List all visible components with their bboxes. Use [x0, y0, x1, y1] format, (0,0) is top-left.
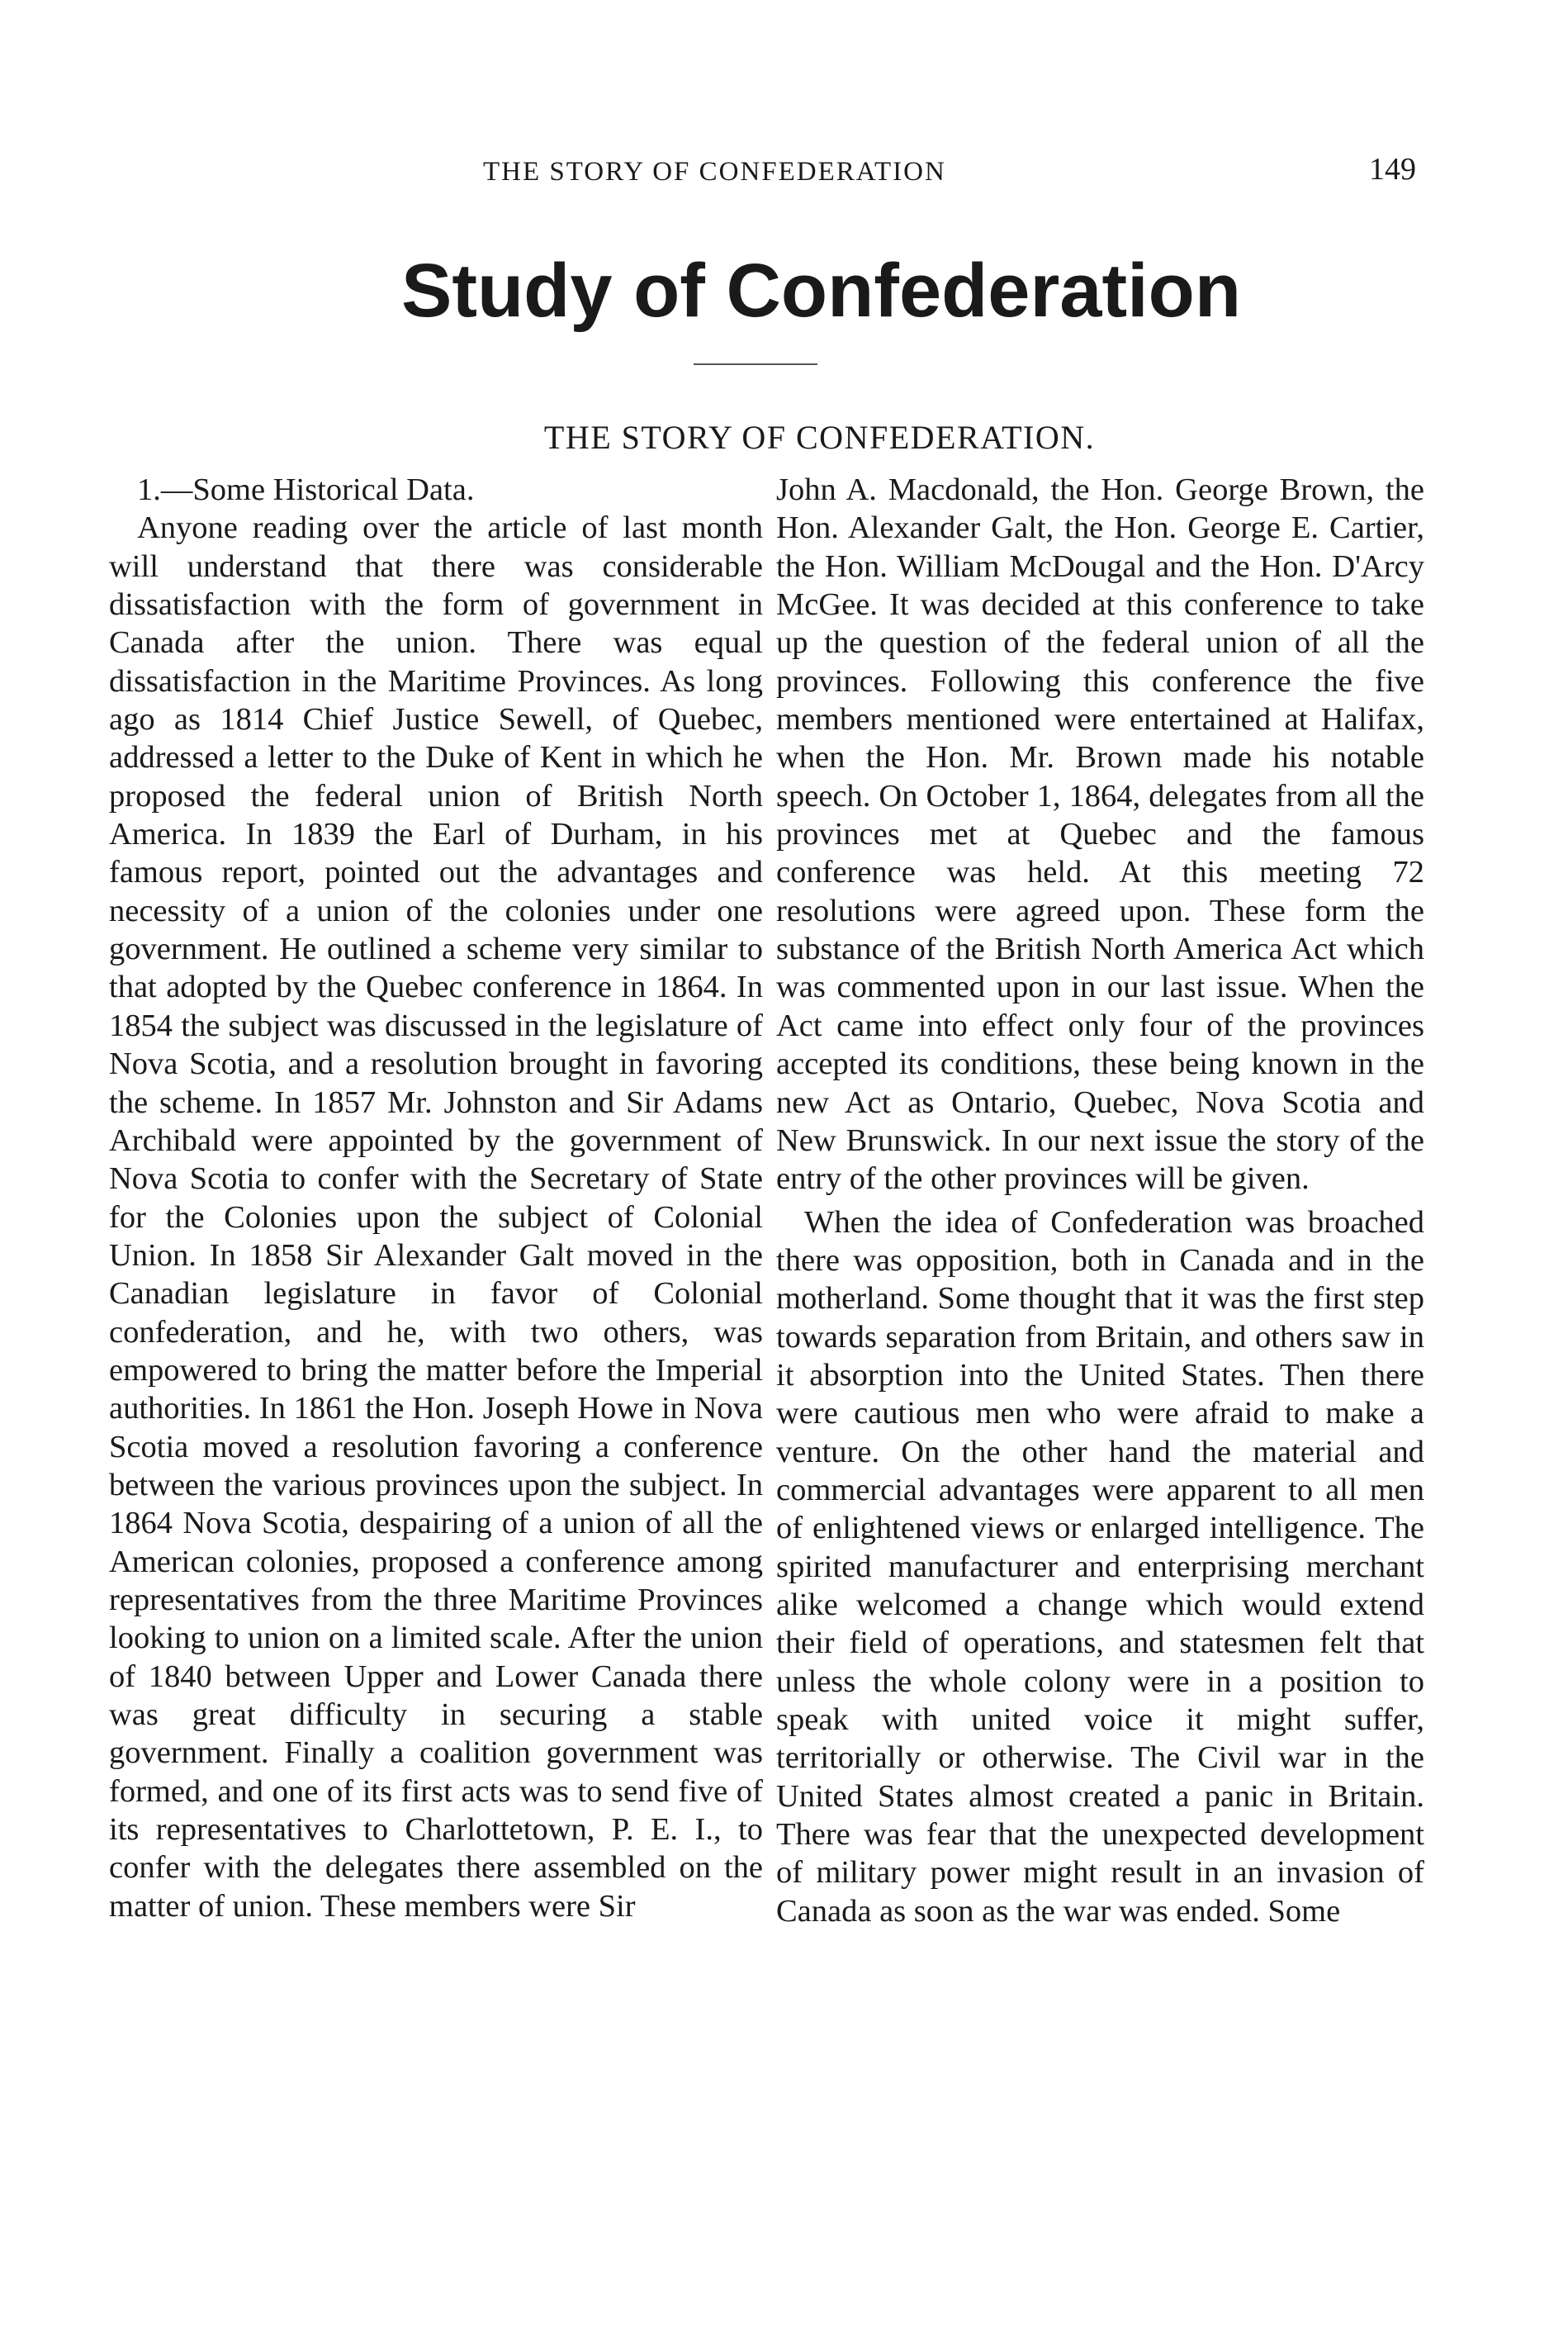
running-head: THE STORY OF CONFEDERATION: [483, 157, 946, 187]
paragraph-continued: John A. Macdonald, the Hon. George Brown, the Hon. Alexander Galt, the Hon. George E. Cartier, the Hon. William McDougal and the Hon. D'Arcy McGee. It was decided at this conference to take up the question of the federal union of all the provinces. Following this conference the five members mentioned were entertained at Halifax, when the Hon. Mr. Brown made his notable speech. On October 1, 1864, delegates from all the provinces met at Quebec and the famous conference was held. At this meeting 72 resolutions were agreed upon. These form the substance of the British North America Act which was commented upon in our last issue. When the Act came into effect only four of the provinces accepted its conditions, these being known in the new Act as Ontario, Quebec, Nova Scotia and New Brunswick. In our next issue the story of the entry of the other provinces will be given.: [776, 472, 1424, 1197]
paragraph: Anyone reading over the article of last month will understand that there was considerable dissatisfaction with the form of government in Canada after the union. There was equal dissatisfaction in the Maritime Provinces. As long ago as 1814 Chief Justice Sewell, of Quebec, addressed a letter to the Duke of Kent in which he proposed the federal union of British North America. In 1839 the Earl of Durham, in his famous report, pointed out the advantages and necessity of a union of the colonies under one government. He outlined a scheme very similar to that adopted by the Quebec conference in 1864. In 1854 the subject was discussed in the legislature of Nova Scotia, and a resolution brought in favoring the scheme. In 1857 Mr. Johnston and Sir Adams Archibald were appointed by the government of Nova Scotia to confer with the Secretary of State for the Colonies upon the subject of Colonial Union. In 1858 Sir Alexander Galt moved in the Canadian legislature in favor of Colonial confederation, and he, with two others, was empowered to bring the matter before the Imperial authorities. In 1861 the Hon. Joseph Howe in Nova Scotia moved a resolution favoring a conference between the various provinces upon the subject. In 1864 Nova Scotia, despairing of a union of all the American colonies, proposed a conference among representatives from the three Maritime Provinces looking to union on a limited scale. After the union of 1840 between Upper and Lower Canada there was great difficulty in securing a stable government. Finally a coalition government was formed, and one of its first acts was to send five of its representatives to Charlottetown, P. E. I., to confer with the delegates there assembled on the matter of union. These members were Sir: [109, 510, 763, 1924]
section-heading: THE STORY OF CONFEDERATION.: [543, 419, 1096, 456]
page-number: 149: [1369, 152, 1416, 187]
subheading: 1.—Some Historical Data.: [137, 472, 475, 507]
left-column: [109, 471, 763, 1925]
page-title: Study of Confederation: [400, 249, 1242, 333]
paragraph: When the idea of Confederation was broached there was opposition, both in Canada and in the motherland. Some thought that it was the first step towards separation from Britain, and others saw in it absorption into the United States. Then there were cautious men who were afraid to make a venture. On the other hand the material and commercial advantages were apparent to all men of enlightened views or enlarged intelligence. The spirited manufacturer and enterprising merchant alike welcomed a change which would extend their field of operations, and statesmen felt that unless the whole colony were in a position to speak with united voice it might suffer, territorially or otherwise. The Civil war in the United States almost created a panic in Britain. There was fear that the unexpected development of military power might result in an invasion of Canada as soon as the war was ended. Some: [776, 1204, 1424, 1929]
right-column: [776, 471, 1424, 1930]
title-divider: [694, 363, 817, 365]
